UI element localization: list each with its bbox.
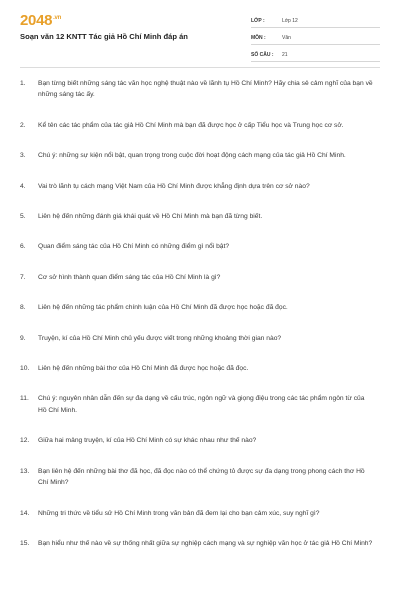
question-text: Liên hệ đến những đánh giá khái quát về Hồ Chí Minh mà bạn đã từng biết.	[38, 213, 263, 221]
question-text: Bạn liên hệ đến những bài thơ đã học, đã đọc nào có thể chứng tỏ được sự đa dạng trong phong cách thơ Hồ Chí Minh?	[38, 467, 365, 487]
question-number: 8.	[20, 304, 26, 312]
question-text: Bạn hiểu như thế nào về sự thống nhất giữa sự nghiệp cách mạng và sự nghiệp văn học ở tác giả Hồ Chí Minh?	[38, 539, 373, 547]
question-item	[20, 363, 380, 374]
question-number: 14.	[20, 509, 30, 517]
info-value: Văn	[282, 34, 291, 41]
question-number: 4.	[20, 182, 26, 190]
question-text: Những tri thức về tiểu sử Hồ Chí Minh trong văn bản đã đem lại cho bạn cảm xúc, suy nghĩ gì?	[38, 509, 320, 517]
question-number: 6.	[20, 243, 26, 251]
question-item	[20, 508, 380, 519]
question-item	[20, 120, 380, 131]
document-title: Soạn văn 12 KNTT Tác giả Hồ Chí Minh đáp án	[20, 32, 188, 41]
info-row-class	[251, 14, 380, 28]
question-text: Chú ý: những sự kiện nổi bật, quan trọng trong cuộc đời hoạt động cách mạng của tác giả Hồ Chí Minh.	[38, 152, 346, 160]
question-item	[20, 333, 380, 344]
question-item	[20, 466, 380, 489]
question-text: Cơ sở hình thành quan điểm sáng tác của Hồ Chí Minh là gì?	[38, 273, 221, 281]
question-number: 10.	[20, 365, 30, 373]
question-item	[20, 302, 380, 313]
question-item	[20, 435, 380, 446]
logo-suffix: .vn	[53, 15, 61, 21]
info-row-count	[251, 48, 380, 62]
question-item	[20, 272, 380, 283]
question-text: Giữa hai mảng truyện, kí của Hồ Chí Minh có sự khác nhau như thế nào?	[38, 437, 257, 445]
question-item	[20, 150, 380, 161]
document-info	[251, 14, 380, 65]
question-number: 15.	[20, 539, 30, 547]
info-value: Lớp 12	[282, 17, 298, 24]
page-header	[0, 0, 400, 62]
question-text: Bạn từng biết những sáng tác văn học nghệ thuật nào về lãnh tụ Hồ Chí Minh? Hãy chia sẻ cảm nghĩ của bạn về những sáng tác ấy.	[38, 80, 373, 99]
question-text: Liên hệ đến những bài thơ của Hồ Chí Minh đã được học hoặc đã đọc.	[38, 365, 249, 373]
question-text: Kể tên các tác phẩm của tác giả Hồ Chí Minh mà bạn đã được học ở cấp Tiểu học và Trung học cơ sở.	[38, 121, 344, 129]
question-list	[20, 78, 380, 568]
question-text: Quan điểm sáng tác của Hồ Chí Minh có những điểm gì nổi bật?	[38, 243, 230, 251]
question-item	[20, 181, 380, 192]
info-value: 21	[282, 51, 288, 58]
info-label: MÔN :	[251, 34, 266, 41]
question-number: 5.	[20, 213, 26, 221]
question-number: 2.	[20, 121, 26, 129]
question-item	[20, 241, 380, 252]
question-number: 11.	[20, 395, 29, 403]
question-number: 12.	[20, 437, 30, 445]
info-row-subject	[251, 31, 380, 45]
question-text: Vai trò lãnh tụ cách mạng Việt Nam của Hồ Chí Minh được khẳng định dựa trên cơ sở nào?	[38, 182, 310, 190]
header-divider	[20, 67, 380, 68]
question-number: 9.	[20, 334, 26, 342]
question-item	[20, 393, 380, 416]
question-number: 7.	[20, 273, 26, 281]
question-item	[20, 538, 380, 549]
logo-text: 2048	[20, 12, 53, 29]
question-item	[20, 211, 380, 222]
info-label: LỚP :	[251, 17, 265, 24]
question-item	[20, 78, 380, 101]
site-logo[interactable]	[20, 12, 61, 29]
question-text: Truyện, kí của Hồ Chí Minh chủ yếu được viết trong những khoảng thời gian nào?	[38, 334, 282, 342]
info-label: SỐ CÂU :	[251, 51, 274, 58]
question-number: 1.	[20, 80, 26, 87]
question-text: Chú ý: nguyên nhân dẫn đến sự đa dạng về cấu trúc, ngôn ngữ và giọng điệu trong các tác phẩm ngôn từ của Hồ Chí Minh.	[38, 395, 365, 414]
question-text: Liên hệ đến những tác phẩm chính luận của Hồ Chí Minh đã được học hoặc đã đọc.	[38, 304, 288, 312]
question-number: 13.	[20, 467, 30, 475]
question-number: 3.	[20, 152, 26, 160]
